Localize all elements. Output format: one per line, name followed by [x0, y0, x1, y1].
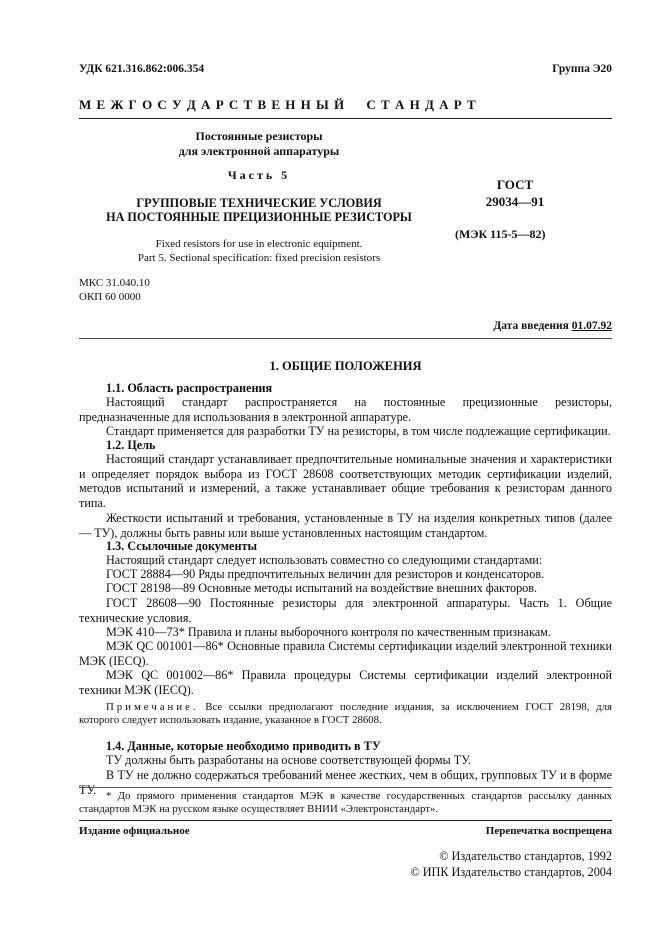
official-edition: Издание официальное	[79, 825, 190, 837]
document-title	[79, 196, 439, 224]
classification-codes	[79, 277, 150, 304]
s14-heading: 1.4. Данные, которые необходимо приводить в ТУ	[106, 739, 381, 753]
s13-paragraph-1: Настоящий стандарт следует использовать совместно со следующими стандартами:	[106, 553, 543, 567]
udk-code: УДК 621.316.862:006.354	[79, 63, 205, 75]
banner: М Е Ж Г О С У Д А Р С Т В Е Н Н Ы Й С Т А Н Д А Р Т	[79, 97, 477, 112]
s14-paragraph-1: ТУ должны быть разработаны на основе соответствующей формы ТУ.	[106, 753, 471, 767]
group-code: Группа Э20	[552, 63, 612, 75]
s11-paragraph-2: Стандарт применяется для разработки ТУ на резисторы, в том числе подлежащие сертификации.	[106, 424, 611, 438]
reference-4: МЭК 410—73* Правила и планы выборочного контроля по качественным признакам.	[106, 625, 551, 639]
title-line-2: НА ПОСТОЯННЫЕ ПРЕЦИЗИОННЫЕ РЕЗИСТОРЫ	[106, 210, 412, 224]
gost-label: ГОСТ	[496, 177, 534, 192]
s12-heading: 1.2. Цель	[106, 438, 156, 452]
subject-title	[79, 129, 439, 159]
english-title	[79, 237, 439, 265]
part-number: Часть 5	[227, 168, 291, 182]
copyright-2004: © ИПК Издательство стандартов, 2004	[410, 865, 612, 879]
okp-code: ОКП 60 0000	[79, 290, 141, 303]
reference-3: ГОСТ 28608—90 Постоянные резисторы для электронной аппаратуры. Часть 1. Общие технические условия.	[79, 596, 612, 625]
section-1-title: 1. ОБЩИЕ ПОЛОЖЕНИЯ	[269, 359, 422, 373]
date-rule	[79, 338, 612, 339]
s12-paragraph-1: Настоящий стандарт устанавливает предпочтительные номинальные значения и характеристики и определяет порядок выбора из ГОСТ 28608 соответствующих методик сертификации изделий, методов испытаний и измерений, а также устанавливает общие требования к резисторам данного типа.	[79, 452, 612, 510]
title-line-1: ГРУППОВЫЕ ТЕХНИЧЕСКИЕ УСЛОВИЯ	[136, 196, 382, 210]
s11-heading: 1.1. Область распространения	[106, 381, 273, 395]
reference-5: МЭК QC 001001—86* Основные правила Системы сертификации изделий электронной техники МЭК (IECQ).	[79, 639, 612, 668]
footnote: * До прямого применения стандартов МЭК в качестве государственных стандартов рассылку данных стандартов МЭК на русском языке осуществляет ВНИИ «Электронстандарт».	[79, 790, 612, 815]
note	[79, 701, 612, 727]
copyright-block	[410, 848, 612, 880]
en-line-1: Fixed resistors for use in electronic equipment.	[155, 238, 363, 250]
reference-1: ГОСТ 28884—90 Ряды предпочтительных величин для резисторов и конденсаторов.	[106, 567, 545, 581]
note-text: Все ссылки предполагают последние издания, за исключением ГОСТ 28198, для которого следует использовать издание, указанное в ГОСТ 28608.	[79, 701, 612, 726]
subject-line-1: Постоянные резисторы	[195, 129, 323, 143]
s13-heading: 1.3. Ссылочные документы	[106, 539, 257, 553]
subject-line-2: для электронной аппаратуры	[178, 144, 340, 158]
introduction-date	[493, 320, 612, 332]
footer-rule	[79, 820, 612, 821]
footnote-rule	[79, 787, 612, 788]
iec-reference: (МЭК 115-5—82)	[455, 227, 546, 241]
s12-paragraph-2: Жесткости испытаний и требования, установленные в ТУ на изделия конкретных типов (далее — ТУ), должны быть равны или выше установленных настоящим стандартом.	[79, 511, 612, 540]
banner-rule	[79, 118, 612, 119]
s11-paragraph-1: Настоящий стандарт распространяется на постоянные прецизионные резисторы, предназначенные для использования в электронной аппаратуре.	[79, 395, 612, 424]
reference-2: ГОСТ 28198—89 Основные методы испытаний на воздействие внешних факторов.	[106, 581, 538, 595]
reference-6: МЭК QC 001002—86* Правила процедуры Системы сертификации изделий электронной техники МЭК (IECQ).	[79, 668, 612, 697]
intro-date-value: 01.07.92	[571, 320, 612, 332]
s14-paragraph-2: В ТУ не должно содержаться требований менее жестких, чем в общих, групповых ТУ и в форме ТУ.	[79, 768, 612, 797]
gost-designation	[455, 176, 575, 210]
en-line-2: Part 5. Sectional specification: fixed precision resistors	[137, 252, 381, 264]
reprint-notice: Перепечатка воспрещена	[485, 825, 612, 837]
copyright-1992: © Издательство стандартов, 1992	[439, 849, 612, 863]
gost-number: 29034—91	[485, 194, 545, 209]
note-label: Примечание.	[106, 701, 199, 713]
intro-date-label: Дата введения	[493, 320, 569, 332]
mks-code: МКС 31.040.10	[79, 277, 150, 289]
